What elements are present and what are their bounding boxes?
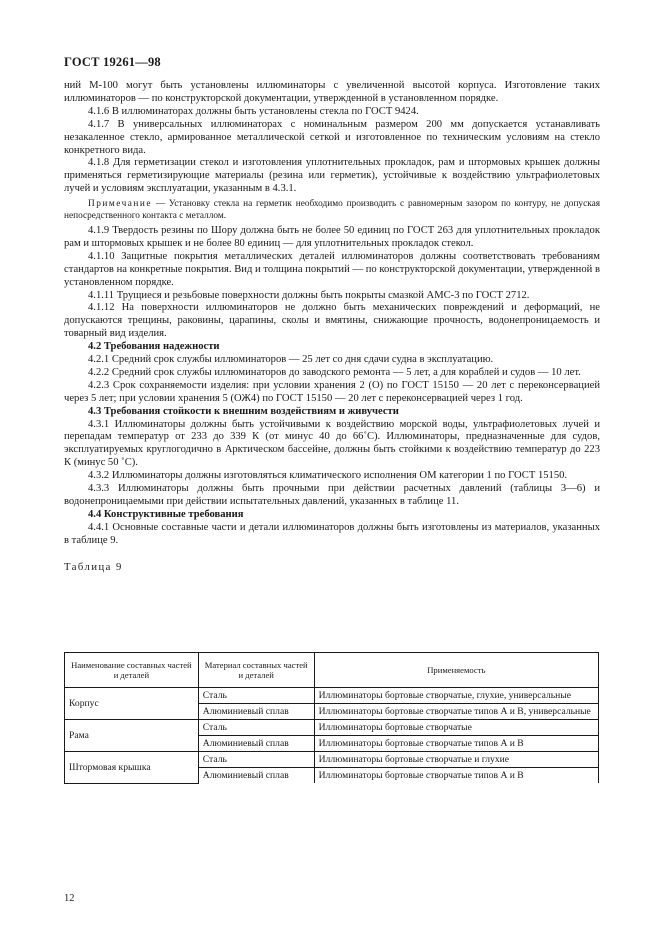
paragraph-4-3-2: 4.3.2 Иллюминаторы должны изготовляться климатического исполнения ОМ категории 1 по ГОСТ 15150. [88, 470, 568, 482]
paragraph-4-2-3: 4.2.3 Срок сохраняемости изделия: при условии хранения 2 (О) по ГОСТ 15150 — 20 лет с переконсервацией через 5 лет; при условии хранения 5 (ОЖ4) по ГОСТ 15150 — 20 лет с переконсервацией через 1 год. [64, 379, 600, 404]
paragraph-4-1-9: 4.1.9 Твердость резины по Шору должна быть не более 50 единиц по ГОСТ 263 для уплотнительных прокладок рам и штормовых крышек и не более 80 единиц — для уплотнительных прокладок стекол. [64, 224, 600, 249]
header-cell-part: Наименование составных частей и деталей [65, 653, 199, 688]
section-heading-4-4: 4.4 Конструктивные требования [88, 508, 244, 520]
cell-material: Сталь [198, 688, 314, 704]
table-row [65, 720, 599, 736]
cell-part: Рама [65, 720, 199, 752]
cell-use: Иллюминаторы бортовые створчатые типов А и В [314, 736, 598, 752]
cell-part: Корпус [65, 688, 199, 720]
paragraph-4-1-6: 4.1.6 В иллюминаторах должны быть установлены стекла по ГОСТ 9424. [88, 105, 419, 117]
cell-material: Алюминиевый сплав [198, 704, 314, 720]
note-label: Примечание [88, 199, 152, 210]
paragraph-4-4-1: 4.4.1 Основные составные части и детали иллюминаторов должны быть изготовлены из материалов, указанных в таблице 9. [64, 521, 600, 546]
paragraph-4-1-11: 4.1.11 Трущиеся и резьбовые поверхности должны быть покрыты смазкой АМС-3 по ГОСТ 2712. [88, 289, 530, 301]
table-9 [64, 652, 599, 784]
paragraph-4-1-12: 4.1.12 На поверхности иллюминаторов не должно быть механических повреждений и деформаций, не допускаются трещины, раковины, царапины, сколы и вмятины, снижающие прочность, водонепроницаемость и товарный вид изделия. [64, 302, 600, 340]
table-row [65, 752, 599, 768]
paragraph-4-3-3: 4.3.3 Иллюминаторы должны быть прочными при действии расчетных давлений (таблицы 3—6) и водонепроницаемыми при действии испытательных давлений, указанных в таблице 11. [64, 483, 600, 507]
paragraph-4-2-1: 4.2.1 Средний срок службы иллюминаторов — 25 лет со дня сдачи судна в эксплуатацию. [88, 354, 494, 366]
cell-part: Штормовая крышка [65, 752, 199, 784]
cell-material: Алюминиевый сплав [198, 736, 314, 752]
paragraph-4-1-10: 4.1.10 Защитные покрытия металлических деталей иллюминаторов должны соответствовать требованиям стандартов на конкретные покрытия. Вид и толщина покрытий — по конструкторской документации, утвержденной в установленном порядке. [64, 250, 600, 288]
paragraph-4-1-8: 4.1.8 Для герметизации стекол и изготовления уплотнительных прокладок, рам и штормовых крышек должны применяться герметизирующие материалы (резина или герметик), устойчивые к воздействию ультрафиолетовых лучей и условиям эксплуатации, указанным в 4.3.1. [64, 157, 600, 195]
document-header: ГОСТ 19261—98 [64, 55, 161, 69]
table-caption: Таблица 9 [64, 561, 123, 573]
document-body [64, 80, 600, 578]
cell-use: Иллюминаторы бортовые створчатые и глухие [314, 752, 598, 768]
cell-use: Иллюминаторы бортовые створчатые [314, 720, 598, 736]
paragraph-4-2-2: 4.2.2 Средний срок службы иллюминаторов до заводского ремонта — 5 лет, а для кораблей и судов — 10 лет. [88, 366, 581, 378]
note [64, 199, 600, 222]
cell-material: Алюминиевый сплав [198, 768, 314, 784]
note-text: — Установку стекла на герметик необходимо производить с равномерным зазором по контуру, не допуская непосредственного контакта с металлом. [64, 199, 600, 221]
cell-use: Иллюминаторы бортовые створчатые типов А и В [314, 768, 598, 784]
cell-use: Иллюминаторы бортовые створчатые, глухие, универсальные [314, 688, 598, 704]
header-cell-material: Материал составных частей и деталей [198, 653, 314, 688]
cell-use: Иллюминаторы бортовые створчатые типов А и В, универсальные [314, 704, 598, 720]
header-cell-use: Применяемость [314, 653, 598, 688]
table-header-row [65, 653, 599, 688]
cell-material: Сталь [198, 720, 314, 736]
section-heading-4-3: 4.3 Требования стойкости к внешним воздействиям и живучести [88, 405, 399, 417]
cell-material: Сталь [198, 752, 314, 768]
paragraph-continuation: ний М-100 могут быть установлены иллюминаторы с увеличенной высотой корпуса. Изготовление таких иллюминаторов — по конструкторской документации, утвержденной в установленном порядке. [64, 80, 600, 104]
page-number: 12 [64, 893, 75, 904]
section-heading-4-2: 4.2 Требования надежности [88, 341, 220, 353]
paragraph-4-1-7: 4.1.7 В универсальных иллюминаторах с номинальным размером 200 мм допускается устанавливать незакаленное стекло, армированное металлической сеткой и изготовленное по техническим условиям на стекло конкретного вида. [64, 118, 600, 156]
paragraph-4-3-1: 4.3.1 Иллюминаторы должны быть устойчивыми к воздействию морской воды, ультрафиолетовых лучей и перепадам температур от 233 до 339 К (от минус 40 до 66˚С). Иллюминаторы, предназначенные для судов, эксплуатируемых круглогодично в Арктическом бассейне, должны быть стойкими к воздействию температур до 223 К (минус 50 ˚С). [64, 418, 600, 469]
table-row [65, 688, 599, 704]
